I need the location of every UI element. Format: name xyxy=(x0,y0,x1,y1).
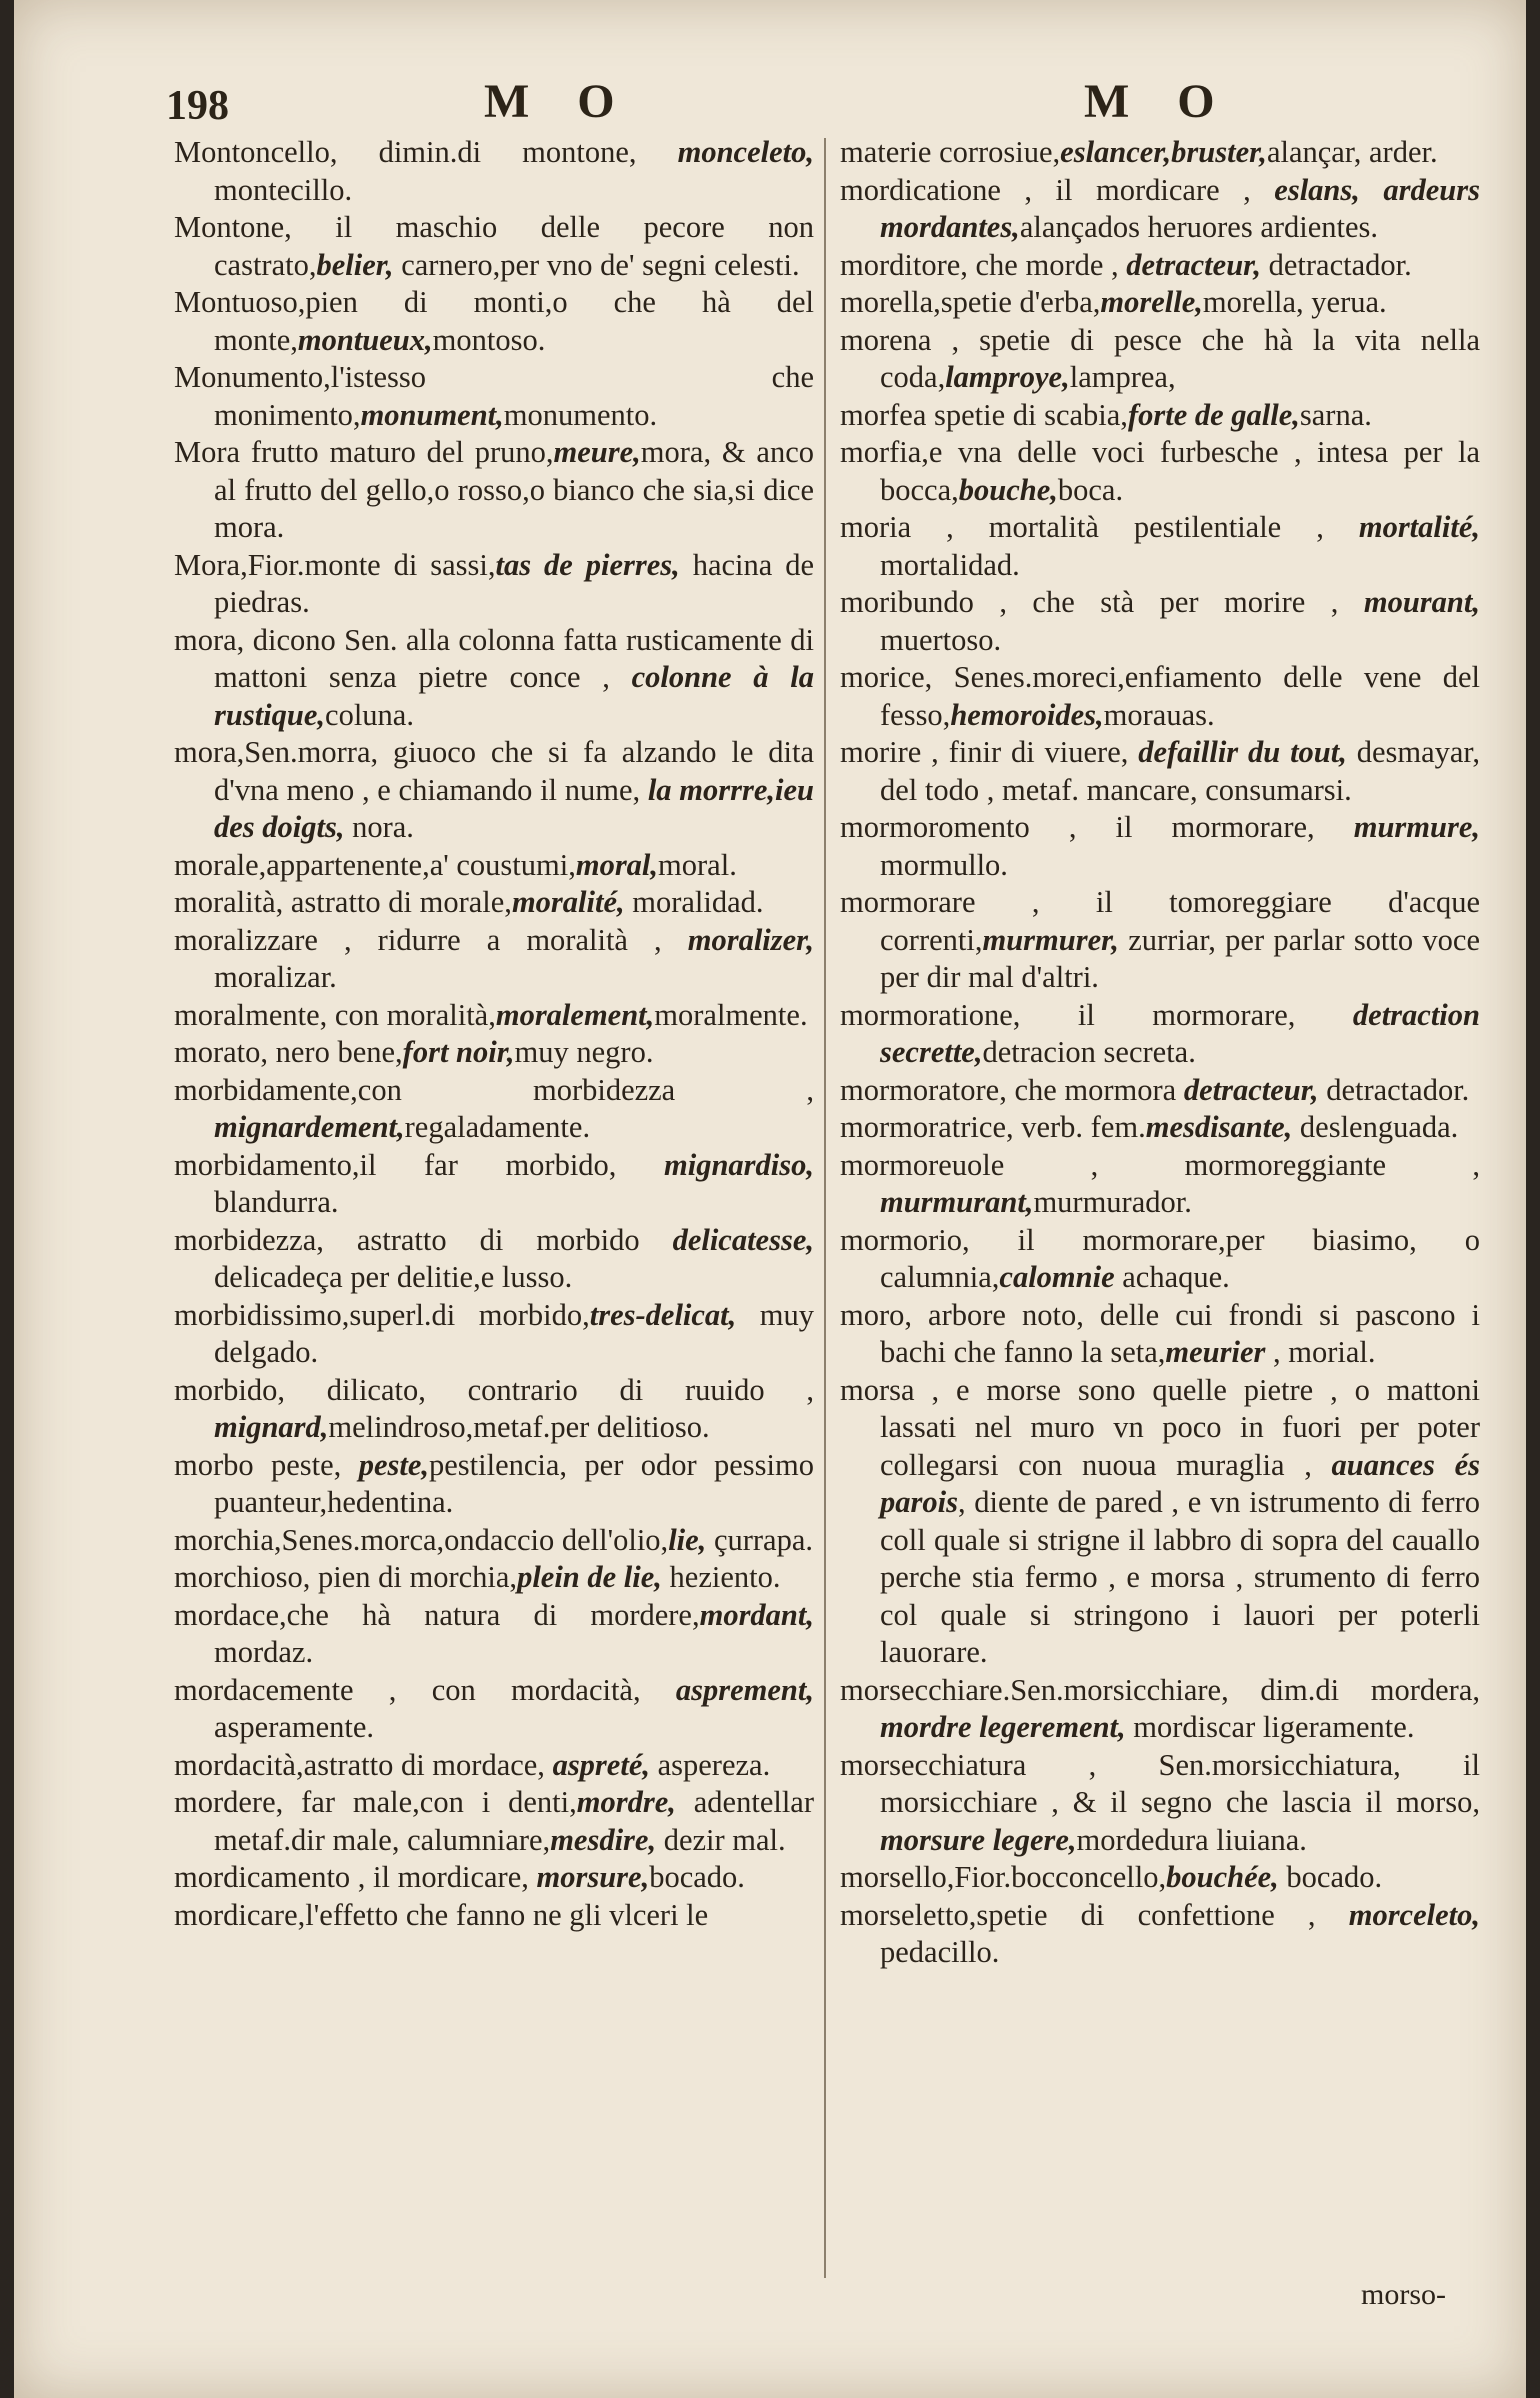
entry-text: aspereza. xyxy=(649,1747,771,1782)
entry-text: sarna. xyxy=(1299,397,1372,432)
entry-text: morditore, che morde , xyxy=(840,247,1127,282)
entry-text: mormoratrice, verb. fem. xyxy=(840,1110,1146,1144)
entry-text: morella,spetie d'erba, xyxy=(840,285,1101,319)
french-equivalent: monument, xyxy=(360,397,504,432)
french-equivalent: bouche, xyxy=(958,472,1058,507)
dictionary-entry xyxy=(840,734,1480,809)
dictionary-entry xyxy=(840,584,1480,659)
entry-text: mora, dicono Sen. alla colonna fatta rusticamente di mattoni senza pietre conce , xyxy=(174,622,814,694)
entry-text: moralità, astratto di morale, xyxy=(174,885,512,919)
entry-text: carnero,per vno de' segni celesti. xyxy=(393,247,800,282)
entry-text: moro, arbore noto, delle cui frondi si pascono i bachi che fanno la seta, xyxy=(840,1297,1480,1369)
entry-text: mormoromento , il mormorare, xyxy=(840,810,1354,844)
entry-text: , morial. xyxy=(1265,1335,1376,1369)
entry-text: adentellar metaf.dir male, calumniare, xyxy=(214,1785,814,1857)
french-equivalent: defaillir du tout, xyxy=(1138,735,1347,769)
dictionary-entry xyxy=(174,1559,814,1597)
entry-text: Mora frutto maturo del pruno, xyxy=(174,435,554,469)
french-equivalent: hemoroides, xyxy=(950,697,1104,732)
entry-text: lamprea, xyxy=(1069,360,1176,394)
french-equivalent: mordant, xyxy=(699,1597,814,1632)
french-equivalent: forte de galle, xyxy=(1127,397,1300,432)
dictionary-entry xyxy=(174,1372,814,1447)
entry-text: nora. xyxy=(344,810,414,844)
entry-text: mordere, far male,con i denti, xyxy=(174,1785,577,1819)
dictionary-entry xyxy=(174,1672,814,1747)
entry-text: mora, & anco al frutto del gello,o rosso,o bianco che sia,si dice mora. xyxy=(214,435,814,544)
dictionary-entry xyxy=(174,1222,814,1297)
french-equivalent: mignardement, xyxy=(214,1110,405,1144)
dictionary-entry xyxy=(840,1747,1480,1860)
dictionary-entry xyxy=(840,1109,1480,1147)
french-equivalent: moralement, xyxy=(495,997,655,1032)
dictionary-entry xyxy=(174,884,814,922)
entry-text: muertoso. xyxy=(880,622,1002,657)
dictionary-entry xyxy=(840,1859,1480,1897)
entry-text: muy delgado. xyxy=(214,1297,814,1369)
entry-text: moralizzare , ridurre a moralità , xyxy=(174,922,688,957)
entry-text: mormoratione, il mormorare, xyxy=(840,997,1353,1032)
dictionary-entry xyxy=(840,322,1480,397)
entry-text: Mora,Fior.monte di sassi, xyxy=(174,547,496,582)
entry-text: mormorare , il tomoreggiare d'acque correnti, xyxy=(840,885,1480,957)
right-column xyxy=(840,134,1480,1972)
french-equivalent: calomnie xyxy=(999,1260,1115,1294)
entry-text: mortalidad. xyxy=(880,547,1020,582)
dictionary-entry xyxy=(174,997,814,1035)
entry-text: achaque. xyxy=(1114,1260,1230,1294)
dictionary-entry xyxy=(174,1859,814,1897)
entry-text: mormullo. xyxy=(880,847,1008,882)
dictionary-entry xyxy=(174,1897,814,1935)
dictionary-entry xyxy=(840,434,1480,509)
entry-text: monumento. xyxy=(503,397,658,432)
entry-text: morato, nero bene, xyxy=(174,1035,403,1069)
dictionary-entry xyxy=(840,509,1480,584)
french-equivalent: murmure, xyxy=(1353,810,1480,844)
entry-text: bocado. xyxy=(1278,1860,1383,1894)
dictionary-entry xyxy=(840,1372,1480,1672)
right-running-head: M O xyxy=(1084,75,1233,128)
dictionary-entry xyxy=(840,1297,1480,1372)
dictionary-entry xyxy=(840,1222,1480,1297)
entry-text: delicadeça per delitie,e lusso. xyxy=(214,1260,573,1294)
entry-text: Monumento,l'istesso che monimento, xyxy=(174,360,814,432)
entry-text: alançar, arder. xyxy=(1266,135,1438,169)
dictionary-entry xyxy=(174,1072,814,1147)
entry-text: Montone, il maschio delle pecore non castrato, xyxy=(174,210,814,282)
entry-text: detractador. xyxy=(1260,247,1412,282)
entry-text: mora,Sen.morra, giuoco che si fa alzando le dita d'vna meno , e chiamando il nume, xyxy=(174,735,814,807)
dictionary-entry xyxy=(840,997,1480,1072)
entry-text: morseletto,spetie di confettione , xyxy=(840,1897,1349,1932)
catchword: morso- xyxy=(1361,2278,1446,2311)
entry-text: mordace,che hà natura di mordere, xyxy=(174,1597,700,1632)
entry-text: detracion secreta. xyxy=(982,1035,1196,1069)
french-equivalent: auances és parois xyxy=(880,1447,1480,1519)
entry-text: morella, yerua. xyxy=(1202,285,1387,319)
entry-text: mordicare,l'effetto che fanno ne gli vlceri le xyxy=(174,1897,709,1932)
entry-text: mormorio, il mormorare,per biasimo, o calumnia, xyxy=(840,1222,1480,1294)
entry-text: heziento. xyxy=(661,1560,781,1594)
french-equivalent: moralité, xyxy=(511,885,625,919)
french-equivalent: aspreté, xyxy=(552,1747,650,1782)
entry-text: coluna. xyxy=(325,697,414,732)
dictionary-entry xyxy=(174,1597,814,1672)
entry-text: , diente de pared , e vn istrumento di ferro coll quale si strigne il labbro di sopra del cauallo perche stia fermo , e morsa , strumento di ferro col quale si stringono i lauori per poterli lauorare. xyxy=(880,1485,1480,1669)
entry-text: murmurador. xyxy=(1033,1185,1192,1219)
french-equivalent: meurier xyxy=(1165,1335,1266,1369)
entry-text: Montoncello, dimin.di montone, xyxy=(174,135,678,169)
entry-text: bocado. xyxy=(649,1860,745,1894)
french-equivalent: mordre, xyxy=(576,1785,676,1819)
entry-text: morbidezza, astratto di morbido xyxy=(174,1222,673,1257)
entry-text: hacina de piedras. xyxy=(214,547,815,619)
entry-text: pedacillo. xyxy=(880,1935,1000,1969)
french-equivalent: peste, xyxy=(358,1447,429,1482)
entry-text: morbidamento,il far morbido, xyxy=(174,1147,664,1182)
french-equivalent: mordre legerement, xyxy=(880,1710,1126,1744)
entry-text: mormoratore, che mormora xyxy=(840,1072,1184,1107)
french-equivalent: murmurer, xyxy=(982,922,1119,957)
dictionary-entry xyxy=(174,622,814,735)
french-equivalent: mignard, xyxy=(214,1410,329,1444)
dictionary-entry xyxy=(174,847,814,885)
french-equivalent: mignardiso, xyxy=(664,1147,814,1182)
dictionary-entry xyxy=(174,547,814,622)
page-header xyxy=(14,72,1526,132)
dictionary-entry xyxy=(174,434,814,547)
french-equivalent: montueux, xyxy=(297,322,433,357)
french-equivalent: mortalité, xyxy=(1358,510,1480,544)
entry-text: morchioso, pien di morchia, xyxy=(174,1560,518,1594)
dictionary-entry xyxy=(840,397,1480,435)
dictionary-entry xyxy=(840,172,1480,247)
entry-text: mordaz. xyxy=(214,1635,314,1669)
entry-text: moribundo , che stà per morire , xyxy=(840,585,1364,619)
dictionary-entry xyxy=(174,359,814,434)
dictionary-entry xyxy=(840,247,1480,285)
dictionary-entry xyxy=(840,284,1480,322)
dictionary-entry xyxy=(174,922,814,997)
french-equivalent: tres-delicat, xyxy=(589,1297,737,1332)
entry-text: deslenguada. xyxy=(1292,1110,1459,1144)
entry-text: montecillo. xyxy=(214,172,353,207)
dictionary-entry xyxy=(840,1147,1480,1222)
french-equivalent: colonne à la rustique, xyxy=(214,660,814,732)
entry-text: morbidamente,con morbidezza , xyxy=(174,1072,814,1107)
dictionary-entry xyxy=(174,284,814,359)
entry-text: moria , mortalità pestilentiale , xyxy=(840,510,1359,544)
french-equivalent: lie, xyxy=(668,1522,707,1557)
french-equivalent: detracteur, xyxy=(1126,247,1261,282)
entry-text: Montuoso,pien di monti,o che hà del monte, xyxy=(174,285,814,357)
french-equivalent: delicatesse, xyxy=(672,1222,814,1257)
entry-text: melindroso,metaf.per delitioso. xyxy=(328,1410,710,1444)
french-equivalent: la morrre,ieu des doigts, xyxy=(214,772,814,844)
left-running-head: M O xyxy=(484,75,633,128)
entry-text: materie corrosiue, xyxy=(840,135,1061,169)
french-equivalent: monceleto, xyxy=(677,135,814,169)
french-equivalent: eslans, ardeurs mordantes, xyxy=(880,172,1480,244)
entry-text: muy negro. xyxy=(514,1035,654,1069)
entry-text: mordicamento , il mordicare, xyxy=(174,1860,537,1894)
entry-text: morena , spetie di pesce che hà la vita nella coda, xyxy=(840,322,1480,394)
entry-text: morbido, dilicato, contrario di ruuido , xyxy=(174,1372,814,1407)
entry-text: morire , finir di viuere, xyxy=(840,735,1139,769)
french-equivalent: morsure, xyxy=(536,1860,650,1894)
entry-text: morice, Senes.moreci,enfiamento delle vene del fesso, xyxy=(840,660,1480,732)
french-equivalent: meure, xyxy=(553,435,641,469)
french-equivalent: eslancer,bruster, xyxy=(1060,135,1267,169)
entry-text: regaladamente. xyxy=(404,1110,591,1144)
entry-text: moralmente. xyxy=(654,997,808,1032)
entry-text: çurrapa. xyxy=(706,1522,813,1557)
french-equivalent: murmurant, xyxy=(880,1185,1034,1219)
entry-text: pestilencia, per odor pessimo puanteur,hedentina. xyxy=(214,1447,814,1519)
dictionary-entry xyxy=(174,1522,814,1560)
dictionary-entry xyxy=(840,1072,1480,1110)
entry-text: morsello,Fior.bocconcello, xyxy=(840,1860,1167,1894)
dictionary-entry xyxy=(174,1784,814,1859)
entry-text: morsa , e morse sono quelle pietre , o mattoni lassati nel muro vn poco in fuori per poter collegarsi con nuoua muraglia , xyxy=(840,1372,1480,1482)
column-divider xyxy=(824,138,826,2278)
entry-text: morsecchiatura , Sen.morsicchiatura, il morsicchiare , & il segno che lascia il morso, xyxy=(840,1747,1480,1819)
entry-text: morale,appartenente,a' coustumi, xyxy=(174,847,576,882)
entry-text: mormoreuole , mormoreggiante , xyxy=(840,1147,1480,1182)
french-equivalent: mesdire, xyxy=(550,1822,657,1857)
entry-text: blandurra. xyxy=(214,1185,339,1219)
entry-text: detractador. xyxy=(1318,1072,1470,1107)
french-equivalent: plein de lie, xyxy=(517,1560,662,1594)
french-equivalent: mourant, xyxy=(1363,585,1480,619)
dictionary-entry xyxy=(840,1672,1480,1747)
page-number: 198 xyxy=(166,83,229,129)
french-equivalent: belier, xyxy=(316,247,394,282)
french-equivalent: morsure legere, xyxy=(880,1822,1077,1857)
left-column xyxy=(174,134,814,1934)
entry-text: morchia,Senes.morca,ondaccio dell'olio, xyxy=(174,1522,669,1557)
dictionary-entry xyxy=(174,1147,814,1222)
dictionary-entry xyxy=(840,809,1480,884)
french-equivalent: mesdisante, xyxy=(1145,1110,1293,1144)
dictionary-entry xyxy=(174,1747,814,1785)
entry-text: mordacità,astratto di mordace, xyxy=(174,1747,553,1782)
entry-text: morbo peste, xyxy=(174,1447,359,1482)
dictionary-entry xyxy=(174,1447,814,1522)
entry-text: morfia,e vna delle voci furbesche , intesa per la bocca, xyxy=(840,435,1480,507)
dictionary-page xyxy=(14,0,1526,2398)
french-equivalent: moralizer, xyxy=(687,922,814,957)
entry-text: asperamente. xyxy=(214,1710,375,1744)
entry-text: montoso. xyxy=(432,322,546,357)
entry-text: morauas. xyxy=(1103,697,1215,732)
french-equivalent: morelle, xyxy=(1100,285,1203,319)
french-equivalent: lamproye, xyxy=(945,360,1070,394)
dictionary-entry xyxy=(840,884,1480,997)
french-equivalent: tas de pierres, xyxy=(495,547,680,582)
entry-text: morfea spetie di scabia, xyxy=(840,397,1128,432)
entry-text: morbidissimo,superl.di morbido, xyxy=(174,1297,590,1332)
entry-text: mordiscar ligeramente. xyxy=(1125,1710,1415,1744)
french-equivalent: detracteur, xyxy=(1183,1072,1319,1107)
entry-text: moralmente, con moralità, xyxy=(174,997,496,1032)
entry-text: mordicatione , il mordicare , xyxy=(840,172,1275,207)
entry-text: mordacemente , con mordacità, xyxy=(174,1672,676,1707)
entry-text: zurriar, per parlar sotto voce per dir mal d'altri. xyxy=(880,922,1480,994)
french-equivalent: detraction secrette, xyxy=(880,997,1480,1069)
entry-text: moralizar. xyxy=(214,960,337,994)
entry-text: morsecchiare.Sen.morsicchiare, dim.di mordera, xyxy=(840,1672,1480,1707)
dictionary-entry xyxy=(840,134,1480,172)
dictionary-entry xyxy=(174,1034,814,1072)
dictionary-entry xyxy=(840,659,1480,734)
entry-text: mordedura liuiana. xyxy=(1076,1822,1307,1857)
dictionary-entry xyxy=(174,734,814,847)
french-equivalent: asprement, xyxy=(675,1672,814,1707)
entry-text: moralidad. xyxy=(624,885,764,919)
french-equivalent: morceleto, xyxy=(1348,1897,1480,1932)
dictionary-entry xyxy=(174,209,814,284)
dictionary-entry xyxy=(174,1297,814,1372)
french-equivalent: bouchée, xyxy=(1166,1860,1279,1894)
french-equivalent: moral, xyxy=(575,847,659,882)
dictionary-entry xyxy=(840,1897,1480,1972)
dictionary-entry xyxy=(174,134,814,209)
entry-text: moral. xyxy=(658,847,737,882)
entry-text: alançados heruores ardientes. xyxy=(1019,210,1379,244)
entry-text: dezir mal. xyxy=(656,1822,786,1857)
entry-text: desmayar, del todo , metaf. mancare, consumarsi. xyxy=(880,735,1480,807)
entry-text: boca. xyxy=(1057,472,1124,507)
french-equivalent: fort noir, xyxy=(402,1035,515,1069)
